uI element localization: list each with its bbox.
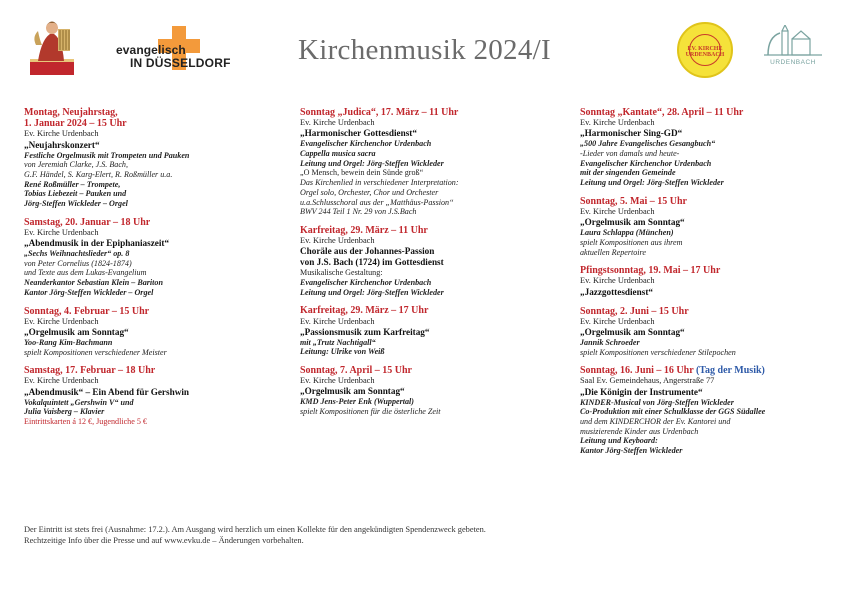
event-item — [300, 107, 562, 217]
church-seal-logo — [677, 22, 733, 78]
event-date — [24, 217, 286, 228]
event-detail-line: Cappella musica sacra — [300, 149, 376, 158]
event-detail-line: Vokalquintett „Gershwin V“ und — [24, 397, 134, 407]
logo-text-line2: IN DÜSSELDORF — [130, 56, 231, 70]
event-detail-line: Neanderkantor Sebastian Klein – Bariton — [24, 278, 163, 288]
event-venue: Ev. Kirche Urdenbach — [580, 316, 655, 326]
event-item — [580, 265, 842, 297]
event-date — [580, 365, 842, 376]
event-detail-line: G.F. Händel, S. Karg-Elert, R. Roßmüller u.a. — [24, 169, 173, 179]
event-detail-line: musizierende Kinder aus Urdenbach — [580, 426, 699, 436]
event-date-text: Sonntag, 4. Februar – 15 Uhr — [24, 305, 150, 317]
event-detail-line: Jannik Schroeder — [580, 337, 640, 347]
event-detail-line: Kantor Jörg-Steffen Wickleder – Orgel — [24, 287, 154, 297]
event-title-line2: von J.S. Bach (1724) im Gottesdienst — [300, 257, 444, 268]
event-title: „Harmonischer Gottesdienst“ — [300, 128, 417, 139]
event-date — [300, 225, 562, 236]
footer-line-1: Der Eintritt ist stets frei (Ausnahme: 17.2.). Am Ausgang wird herzlich um einen Kollekte für den angekündigten Spendenzweck gebeten. — [24, 525, 486, 534]
event-detail-line: mit der singenden Gemeinde — [580, 168, 676, 178]
organ-angel-figure-icon — [28, 15, 76, 77]
event-detail-line: Co-Produktion mit einer Schulklasse der GGS Südallee — [580, 407, 766, 417]
event-detail-line: mit „Trutz Nachtigall“ — [300, 337, 376, 347]
event-title: „Orgelmusik am Sonntag“ — [300, 386, 405, 397]
page-title: Kirchenmusik 2024/I — [298, 34, 551, 66]
event-venue: Ev. Kirche Urdenbach — [300, 236, 375, 246]
event-venue: Ev. Kirche Urdenbach — [580, 207, 655, 217]
event-venue: Ev. Kirche Urdenbach — [580, 118, 655, 128]
event-detail-line: Musikalische Gestaltung: — [300, 268, 383, 278]
event-venue: Ev. Kirche Urdenbach — [300, 376, 375, 386]
event-date — [580, 265, 842, 276]
event-detail-line: Leitung: Ulrike von Weiß — [300, 347, 385, 357]
event-date — [300, 107, 562, 118]
event-detail-line: Evangelischer Kirchenchor Urdenbach — [580, 158, 712, 168]
event-venue: Ev. Kirche Urdenbach — [24, 129, 99, 139]
event-date — [580, 306, 842, 317]
header — [0, 0, 848, 110]
event-detail-line: Orgel solo, Orchester, Chor und Orchester — [300, 187, 439, 197]
event-detail-line: von Peter Cornelius (1824-1874) — [24, 258, 132, 268]
footer-note — [24, 524, 584, 546]
seal-text: EV. KIRCHE URDENBACH — [685, 46, 725, 58]
event-date-text: Montag, Neujahrstag, — [24, 107, 118, 118]
event-detail-line: von Jeremiah Clarke, J.S. Bach, — [24, 160, 128, 170]
event-item — [24, 217, 286, 298]
event-item — [24, 306, 286, 358]
event-detail-line: spielt Kompositionen verschiedener Meister — [24, 347, 167, 357]
event-date-text: Sonntag, 2. Juni – 15 Uhr — [580, 305, 689, 317]
event-detail-line: Festliche Orgelmusik mit Trompeten und Pauken — [24, 150, 190, 160]
event-date-text: Karfreitag, 29. März – 11 Uhr — [300, 224, 428, 236]
event-detail-line: Leitung und Orgel: Jörg-Steffen Wickleder — [300, 287, 444, 297]
event-detail-line: spielt Kompositionen verschiedener Stilepochen — [580, 347, 736, 357]
kirche-urdenbach-logo — [762, 25, 824, 71]
event-detail-line: „O Mensch, bewein dein Sünde groß“ — [300, 168, 424, 178]
kirche-logo-text: URDENBACH — [770, 59, 816, 66]
event-title: „Orgelmusik am Sonntag“ — [24, 326, 129, 337]
column-2 — [300, 107, 562, 425]
event-title: „Orgelmusik am Sonntag“ — [580, 326, 685, 337]
event-date-text: Samstag, 17. Februar – 18 Uhr — [24, 365, 156, 377]
logo-text-line1: evangelisch — [116, 43, 186, 57]
event-detail-line: Evangelischer Kirchenchor Urdenbach — [300, 139, 432, 149]
column-1 — [24, 107, 286, 435]
event-item — [580, 196, 842, 257]
event-detail-line: KINDER-Musical von Jörg-Steffen Wickleder — [580, 397, 734, 407]
event-date — [300, 305, 562, 316]
event-venue: Saal Ev. Gemeindehaus, Angerstraße 77 — [580, 376, 715, 386]
event-date-text: Sonntag, 5. Mai – 15 Uhr — [580, 195, 687, 207]
event-detail-line: Eintrittskarten á 12 €, Jugendliche 5 € — [24, 416, 147, 426]
event-item — [24, 365, 286, 426]
event-title: „Abendmusik“ – Ein Abend für Gershwin — [24, 386, 189, 397]
event-item — [300, 305, 562, 357]
event-item — [300, 365, 562, 417]
event-date — [24, 107, 286, 118]
event-detail-line: Tobias Liebezeit – Pauken und — [24, 189, 127, 199]
event-tag: (Tag der Musik) — [695, 365, 765, 377]
event-detail-line: KMD Jens-Peter Enk (Wuppertal) — [300, 397, 414, 407]
event-date-text: Samstag, 20. Januar – 18 Uhr — [24, 216, 151, 228]
event-venue: Ev. Kirche Urdenbach — [300, 316, 375, 326]
footer-line-2: Rechtzeitige Info über die Presse und auf www.evku.de – Änderungen vorbehalten. — [24, 536, 304, 545]
event-detail-line: Leitung und Keyboard: — [580, 436, 658, 446]
event-date-text: Karfreitag, 29. März – 17 Uhr — [300, 305, 429, 317]
event-title: „Neujahrskonzert“ — [24, 139, 100, 150]
evangelisch-duesseldorf-logo — [110, 26, 240, 70]
event-date — [300, 365, 562, 376]
event-date-text: Sonntag, 16. Juni – 16 Uhr — [580, 365, 694, 377]
event-detail-line: u.a.Schlusschoral aus der „Matthäus-Passion“ — [300, 197, 454, 207]
event-venue: Ev. Kirche Urdenbach — [24, 227, 99, 237]
event-detail-line: -Lieder von damals und heute- — [580, 149, 680, 158]
event-date — [580, 107, 842, 118]
event-date-line2: 1. Januar 2024 – 15 Uhr — [24, 118, 127, 130]
event-title: „Jazzgottesdienst“ — [580, 286, 653, 297]
event-title: „Passionsmusik zum Karfreitag“ — [300, 326, 430, 337]
event-detail-line: Leitung und Orgel: Jörg-Steffen Wickleder — [580, 178, 724, 188]
event-title: „Die Königin der Instrumente“ — [580, 386, 703, 397]
event-detail-line: Yoo-Rang Kim-Bachmann — [24, 337, 113, 347]
event-date — [580, 196, 842, 207]
event-detail-line: „500 Jahre Evangelisches Gesangbuch“ — [580, 139, 716, 149]
event-date-text: Sonntag „Kantate“, 28. April – 11 Uhr — [580, 107, 744, 118]
event-title: Choräle aus der Johannes-Passion — [300, 246, 435, 257]
event-title: „Abendmusik in der Epiphaniaszeit“ — [24, 238, 170, 249]
event-detail-line: und Texte aus dem Lukas-Evangelium — [24, 268, 147, 278]
event-venue: Ev. Kirche Urdenbach — [300, 118, 375, 128]
event-detail-line: Evangelischer Kirchenchor Urdenbach — [300, 277, 432, 287]
event-title: „Harmonischer Sing-GD“ — [580, 128, 683, 139]
event-item — [580, 365, 842, 456]
event-detail-line: BWV 244 Teil 1 Nr. 29 von J.S.Bach — [300, 207, 417, 217]
event-title: „Orgelmusik am Sonntag“ — [580, 217, 685, 228]
event-detail-line: aktuellen Repertoire — [580, 247, 646, 257]
event-detail-line: Julia Vaisberg – Klavier — [24, 407, 105, 417]
event-item — [580, 107, 842, 188]
event-date-text: Sonntag „Judica“, 17. März – 11 Uhr — [300, 107, 459, 118]
event-venue: Ev. Kirche Urdenbach — [24, 316, 99, 326]
event-detail-line: spielt Kompositionen aus ihrem — [580, 237, 683, 247]
event-detail-line: und dem KINDERCHOR der Ev. Kantorei und — [580, 416, 731, 426]
event-venue: Ev. Kirche Urdenbach — [24, 376, 99, 386]
event-detail-line: Jörg-Steffen Wickleder – Orgel — [24, 199, 128, 209]
event-date — [24, 306, 286, 317]
event-date-text: Pfingstsonntag, 19. Mai – 17 Uhr — [580, 265, 721, 277]
event-item — [24, 107, 286, 209]
event-detail-line: Leitung und Orgel: Jörg-Steffen Wickleder — [300, 158, 444, 168]
event-date-text: Sonntag, 7. April – 15 Uhr — [300, 365, 412, 377]
event-venue: Ev. Kirche Urdenbach — [580, 276, 655, 286]
church-building-icon — [762, 25, 824, 59]
event-detail-line: Laura Schlappa (München) — [580, 228, 674, 238]
event-detail-line: Kantor Jörg-Steffen Wickleder — [580, 446, 683, 456]
event-detail-line: „Sechs Weihnachtslieder“ op. 8 — [24, 249, 130, 259]
event-detail-line: Das Kirchenlied in verschiedener Interpretation: — [300, 178, 459, 188]
event-item — [300, 225, 562, 297]
event-item — [580, 306, 842, 358]
event-detail-line: spielt Kompositionen für die österliche Zeit — [300, 407, 441, 417]
column-3 — [580, 107, 842, 464]
event-detail-line: René Roßmüller – Trompete, — [24, 179, 121, 189]
event-date — [24, 365, 286, 376]
